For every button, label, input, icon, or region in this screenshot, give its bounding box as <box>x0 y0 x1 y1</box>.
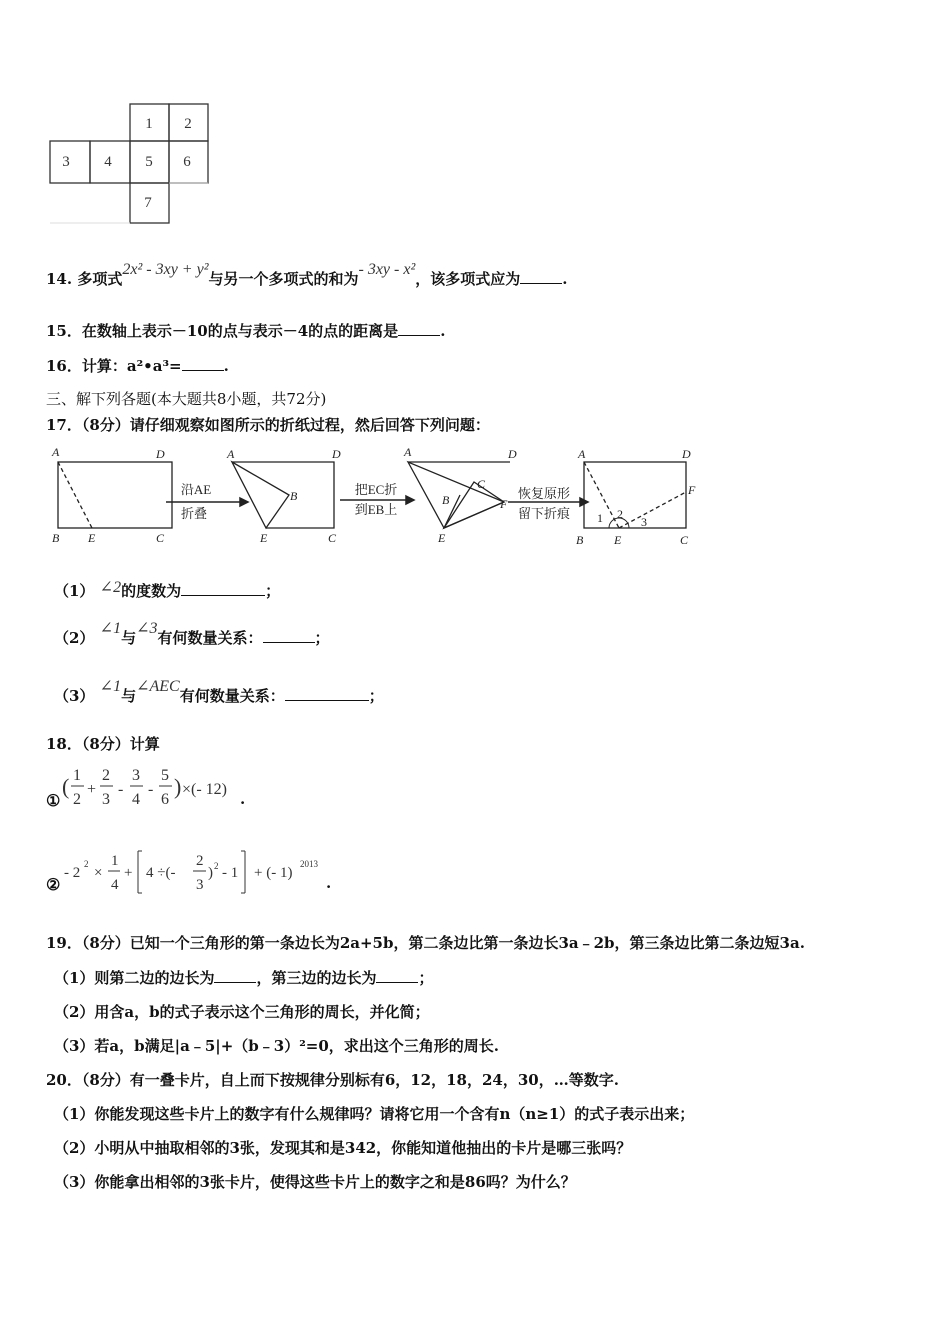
question-19-part-1: （1）则第二边的边长为 ，第三边的边长为 ； <box>54 969 434 987</box>
svg-text:2: 2 <box>84 859 89 869</box>
circled-2: ② <box>46 875 61 894</box>
question-18-title: 18．（8分）计算 <box>46 735 160 753</box>
svg-text:F: F <box>500 497 508 511</box>
net-cell-1: 1 <box>145 116 153 132</box>
section-3-heading: 三、解下列各题(本大题共8小题，共72分) <box>46 390 327 408</box>
question-20-part-3: （3）你能拿出相邻的3张卡片，使得这些卡片上的数字之和是86吗？为什么？ <box>54 1173 576 1191</box>
question-17-part-3: （3） ∠1与∠AEC有何数量关系： ； <box>54 678 384 705</box>
svg-text:×(- 12): ×(- 12) <box>182 781 228 798</box>
svg-text:-: - <box>118 781 124 798</box>
svg-text:5: 5 <box>161 767 169 784</box>
angle-3-label: 3 <box>641 515 647 529</box>
question-19-part-2: （2）用含a，b的式子表示这个三角形的周长，并化简； <box>54 1003 430 1021</box>
answer-blank <box>398 334 440 336</box>
svg-text:E: E <box>438 531 446 545</box>
circled-1: ① <box>46 791 61 810</box>
svg-text:- 2: - 2 <box>64 865 81 881</box>
step1-label: 沿AE <box>180 482 212 497</box>
svg-text:4: 4 <box>132 791 140 808</box>
svg-text:B: B <box>52 531 60 545</box>
svg-text:+ (- 1): + (- 1) <box>254 865 293 881</box>
net-cell-7: 7 <box>144 195 152 211</box>
svg-text:2013: 2013 <box>300 859 318 869</box>
svg-text:): ) <box>174 774 182 799</box>
question-19-part-3: （3）若a，b满足|a﹣5|+（b﹣3）²=0，求出这个三角形的周长. <box>54 1037 500 1055</box>
svg-text:2: 2 <box>214 861 219 871</box>
svg-text:): ) <box>208 865 213 881</box>
net-cell-4: 4 <box>104 154 112 170</box>
step3-label-b: 留下折痕 <box>517 506 571 521</box>
question-16: 16．计算：a²•a³= . <box>46 357 229 375</box>
answer-blank <box>181 594 265 596</box>
angle-2-label: 2 <box>617 507 623 521</box>
step1-label-b: 折叠 <box>180 506 208 521</box>
svg-text:D: D <box>682 447 691 461</box>
svg-text:2: 2 <box>73 791 81 808</box>
svg-text:D: D <box>156 447 165 461</box>
svg-text:B: B <box>576 533 584 547</box>
question-19-title: 19．（8分）已知一个三角形的第一条边长为2a+5b，第二条边比第一条边长3a﹣2b，第三条边比第二条边短3a. <box>46 934 805 952</box>
svg-text:C: C <box>680 533 689 547</box>
answer-blank <box>285 699 369 701</box>
question-20-part-1: （1）你能发现这些卡片上的数字有什么规律吗？请将它用一个含有n（n≥1）的式子表示出来； <box>54 1105 695 1123</box>
answer-blank <box>182 369 224 371</box>
svg-text:D: D <box>508 447 517 461</box>
expression-1 <box>62 764 262 814</box>
svg-text:(: ( <box>62 774 70 799</box>
step3-label: 恢复原形 <box>517 486 571 501</box>
svg-text:A: A <box>578 447 586 461</box>
svg-text:E: E <box>260 531 268 545</box>
net-cell-6: 6 <box>183 154 191 170</box>
svg-text:- 1: - 1 <box>222 865 239 881</box>
question-20-title: 20．（8分）有一叠卡片，自上而下按规律分别标有6，12，18，24，30，…等数字. <box>46 1071 619 1089</box>
svg-text:1: 1 <box>111 853 119 869</box>
step2-label-b: 到EB上 <box>354 502 398 517</box>
svg-text:-: - <box>148 781 154 798</box>
svg-text:A: A <box>52 445 60 459</box>
svg-text:C: C <box>156 531 165 545</box>
svg-text:3: 3 <box>102 791 110 808</box>
svg-text:4: 4 <box>111 877 119 893</box>
svg-text:3: 3 <box>132 767 140 784</box>
net-cell-5: 5 <box>145 154 153 170</box>
polynomial-1: 2x² - 3xy + y² <box>122 261 209 278</box>
question-17-title: 17．（8分）请仔细观察如图所示的折纸过程，然后回答下列问题： <box>46 416 490 434</box>
expression-2 <box>62 845 337 897</box>
question-20-part-2: （2）小明从中抽取相邻的3张，发现其和是342，你能知道他抽出的卡片是哪三张吗？ <box>54 1139 632 1157</box>
svg-text:+: + <box>87 781 97 798</box>
svg-text:3: 3 <box>196 877 204 893</box>
question-15: 15．在数轴上表示－10的点与表示－4的点的距离是 . <box>46 322 446 340</box>
svg-text:E: E <box>614 533 622 547</box>
paper-folding-figure <box>44 442 704 552</box>
cube-net-figure <box>44 100 216 228</box>
svg-text:×: × <box>94 865 103 881</box>
svg-text:A: A <box>227 447 235 461</box>
angle-1-label: 1 <box>597 511 603 525</box>
svg-text:B: B <box>290 489 298 503</box>
svg-text:2: 2 <box>196 853 204 869</box>
svg-text:D: D <box>332 447 341 461</box>
answer-blank <box>520 282 562 284</box>
svg-text:2: 2 <box>102 767 110 784</box>
question-17-part-2: （2） ∠1与∠3有何数量关系： ； <box>54 620 330 647</box>
svg-text:C: C <box>328 531 337 545</box>
answer-blank <box>263 641 315 643</box>
svg-text:F: F <box>688 483 696 497</box>
svg-text:1: 1 <box>73 767 81 784</box>
answer-blank <box>376 981 418 983</box>
svg-text:B: B <box>442 493 450 507</box>
step2-label: 把EC折 <box>354 482 398 497</box>
net-cell-3: 3 <box>62 154 70 170</box>
svg-text:C: C <box>477 477 486 491</box>
svg-text:6: 6 <box>161 791 169 808</box>
question-17-part-1: （1） ∠2的度数为 ； <box>54 579 281 600</box>
svg-text:+: + <box>124 865 133 881</box>
question-14: 14. 多项式2x² - 3xy + y²与另一个多项式的和为- 3xy - x²，该多项式应为 . <box>46 261 568 288</box>
svg-text:E: E <box>88 531 96 545</box>
svg-text:4 ÷(-: 4 ÷(- <box>146 865 176 881</box>
svg-text:A: A <box>404 445 412 459</box>
polynomial-2: - 3xy - x² <box>358 261 416 278</box>
net-cell-2: 2 <box>184 116 192 132</box>
answer-blank <box>214 981 256 983</box>
